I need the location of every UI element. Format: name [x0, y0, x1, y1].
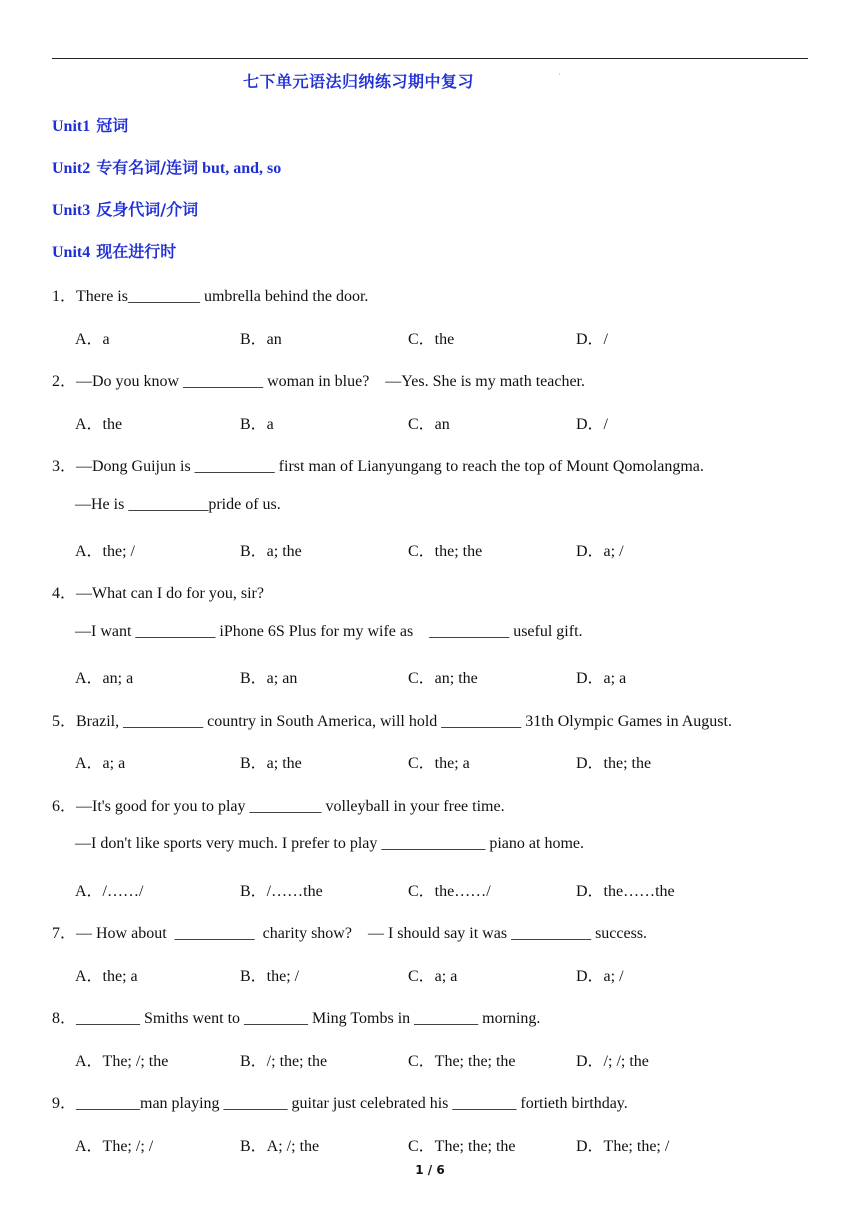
unit-heading-3 — [52, 197, 198, 220]
question-2-stem: 2．—Do you know __________ woman in blue? —Yes. She is my math teacher. — [52, 373, 585, 390]
question-7-option-d[interactable]: D．a; / — [576, 968, 624, 985]
question-8-option-b[interactable]: B．/; the; the — [240, 1053, 328, 1070]
question-3-option-a[interactable]: A．the; / — [75, 543, 135, 560]
question-9-option-b[interactable]: B．A; /; the — [240, 1138, 320, 1155]
question-6-option-a[interactable]: A．/……/ — [75, 883, 144, 900]
question-6-line: —I don't like sports very much. I prefer to play _____________ piano at home. — [75, 835, 584, 852]
question-7-option-c[interactable]: C．a; a — [408, 968, 458, 985]
question-6-option-c[interactable]: C．the……/ — [408, 883, 491, 900]
unit-extra: but, and, so — [198, 160, 282, 177]
question-3-option-d[interactable]: D．a; / — [576, 543, 624, 560]
question-8-option-d[interactable]: D．/; /; the — [576, 1053, 649, 1070]
header-dot-mark: · — [558, 70, 561, 79]
question-4-option-a[interactable]: A．an; a — [75, 670, 134, 687]
question-9-option-d[interactable]: D．The; the; / — [576, 1138, 670, 1155]
question-7-option-b[interactable]: B．the; / — [240, 968, 300, 985]
question-9-stem: 9．________man playing ________ guitar just celebrated his ________ fortieth birthday. — [52, 1095, 628, 1112]
question-3-option-b[interactable]: B．a; the — [240, 543, 302, 560]
question-3-option-c[interactable]: C．the; the — [408, 543, 483, 560]
question-8-option-c[interactable]: C．The; the; the — [408, 1053, 516, 1070]
question-7-stem: 7．— How about __________ charity show? — I should say it was __________ success. — [52, 925, 648, 942]
question-5-option-b[interactable]: B．a; the — [240, 755, 302, 772]
unit-heading-4 — [52, 239, 176, 262]
question-2-option-a[interactable]: A．the — [75, 416, 123, 433]
question-1-stem: 1．There is_________ umbrella behind the door. — [52, 288, 369, 305]
page-indicator: 1 / 6 — [415, 1163, 445, 1177]
question-1-option-b[interactable]: B．an — [240, 331, 282, 348]
question-5-option-d[interactable]: D．the; the — [576, 755, 652, 772]
question-6-stem: 6．—It's good for you to play _________ volleyball in your free time. — [52, 798, 505, 815]
unit-label: Unit4 — [52, 244, 91, 261]
header-rule — [52, 58, 808, 59]
question-4-option-d[interactable]: D．a; a — [576, 670, 627, 687]
question-2-option-d[interactable]: D．/ — [576, 416, 609, 433]
unit-topic: 专有名词/连词 — [96, 158, 199, 177]
question-9-option-c[interactable]: C．The; the; the — [408, 1138, 516, 1155]
question-4-option-b[interactable]: B．a; an — [240, 670, 298, 687]
document-title: 七下单元语法归纳练习期中复习 — [243, 72, 475, 91]
question-5-option-c[interactable]: C．the; a — [408, 755, 470, 772]
question-7-option-a[interactable]: A．the; a — [75, 968, 138, 985]
question-1-option-c[interactable]: C．the — [408, 331, 455, 348]
question-8-stem: 8．________ Smiths went to ________ Ming Tombs in ________ morning. — [52, 1010, 541, 1027]
question-1-option-d[interactable]: D．/ — [576, 331, 609, 348]
question-4-line: —I want __________ iPhone 6S Plus for my wife as __________ useful gift. — [75, 623, 583, 640]
question-3-stem: 3．—Dong Guijun is __________ first man of Lianyungang to reach the top of Mount Qomolangma. — [52, 458, 704, 475]
question-8-option-a[interactable]: A．The; /; the — [75, 1053, 169, 1070]
unit-topic: 冠词 — [96, 116, 129, 135]
unit-label: Unit2 — [52, 160, 91, 177]
unit-label: Unit3 — [52, 202, 91, 219]
question-1-option-a[interactable]: A．a — [75, 331, 110, 348]
question-4-stem: 4．—What can I do for you, sir? — [52, 585, 264, 602]
unit-heading-1 — [52, 113, 128, 136]
question-6-option-d[interactable]: D．the……the — [576, 883, 675, 900]
question-4-option-c[interactable]: C．an; the — [408, 670, 478, 687]
question-2-option-b[interactable]: B．a — [240, 416, 274, 433]
unit-heading-2 — [52, 155, 281, 178]
unit-topic: 反身代词/介词 — [96, 200, 199, 219]
question-2-option-c[interactable]: C．an — [408, 416, 450, 433]
question-9-option-a[interactable]: A．The; /; / — [75, 1138, 154, 1155]
unit-topic: 现在进行时 — [96, 242, 177, 261]
unit-label: Unit1 — [52, 118, 91, 135]
question-5-option-a[interactable]: A．a; a — [75, 755, 126, 772]
question-3-line: —He is __________pride of us. — [75, 496, 281, 513]
question-5-stem: 5．Brazil, __________ country in South America, will hold __________ 31th Olympic Games in August. — [52, 713, 732, 730]
question-6-option-b[interactable]: B．/……the — [240, 883, 323, 900]
